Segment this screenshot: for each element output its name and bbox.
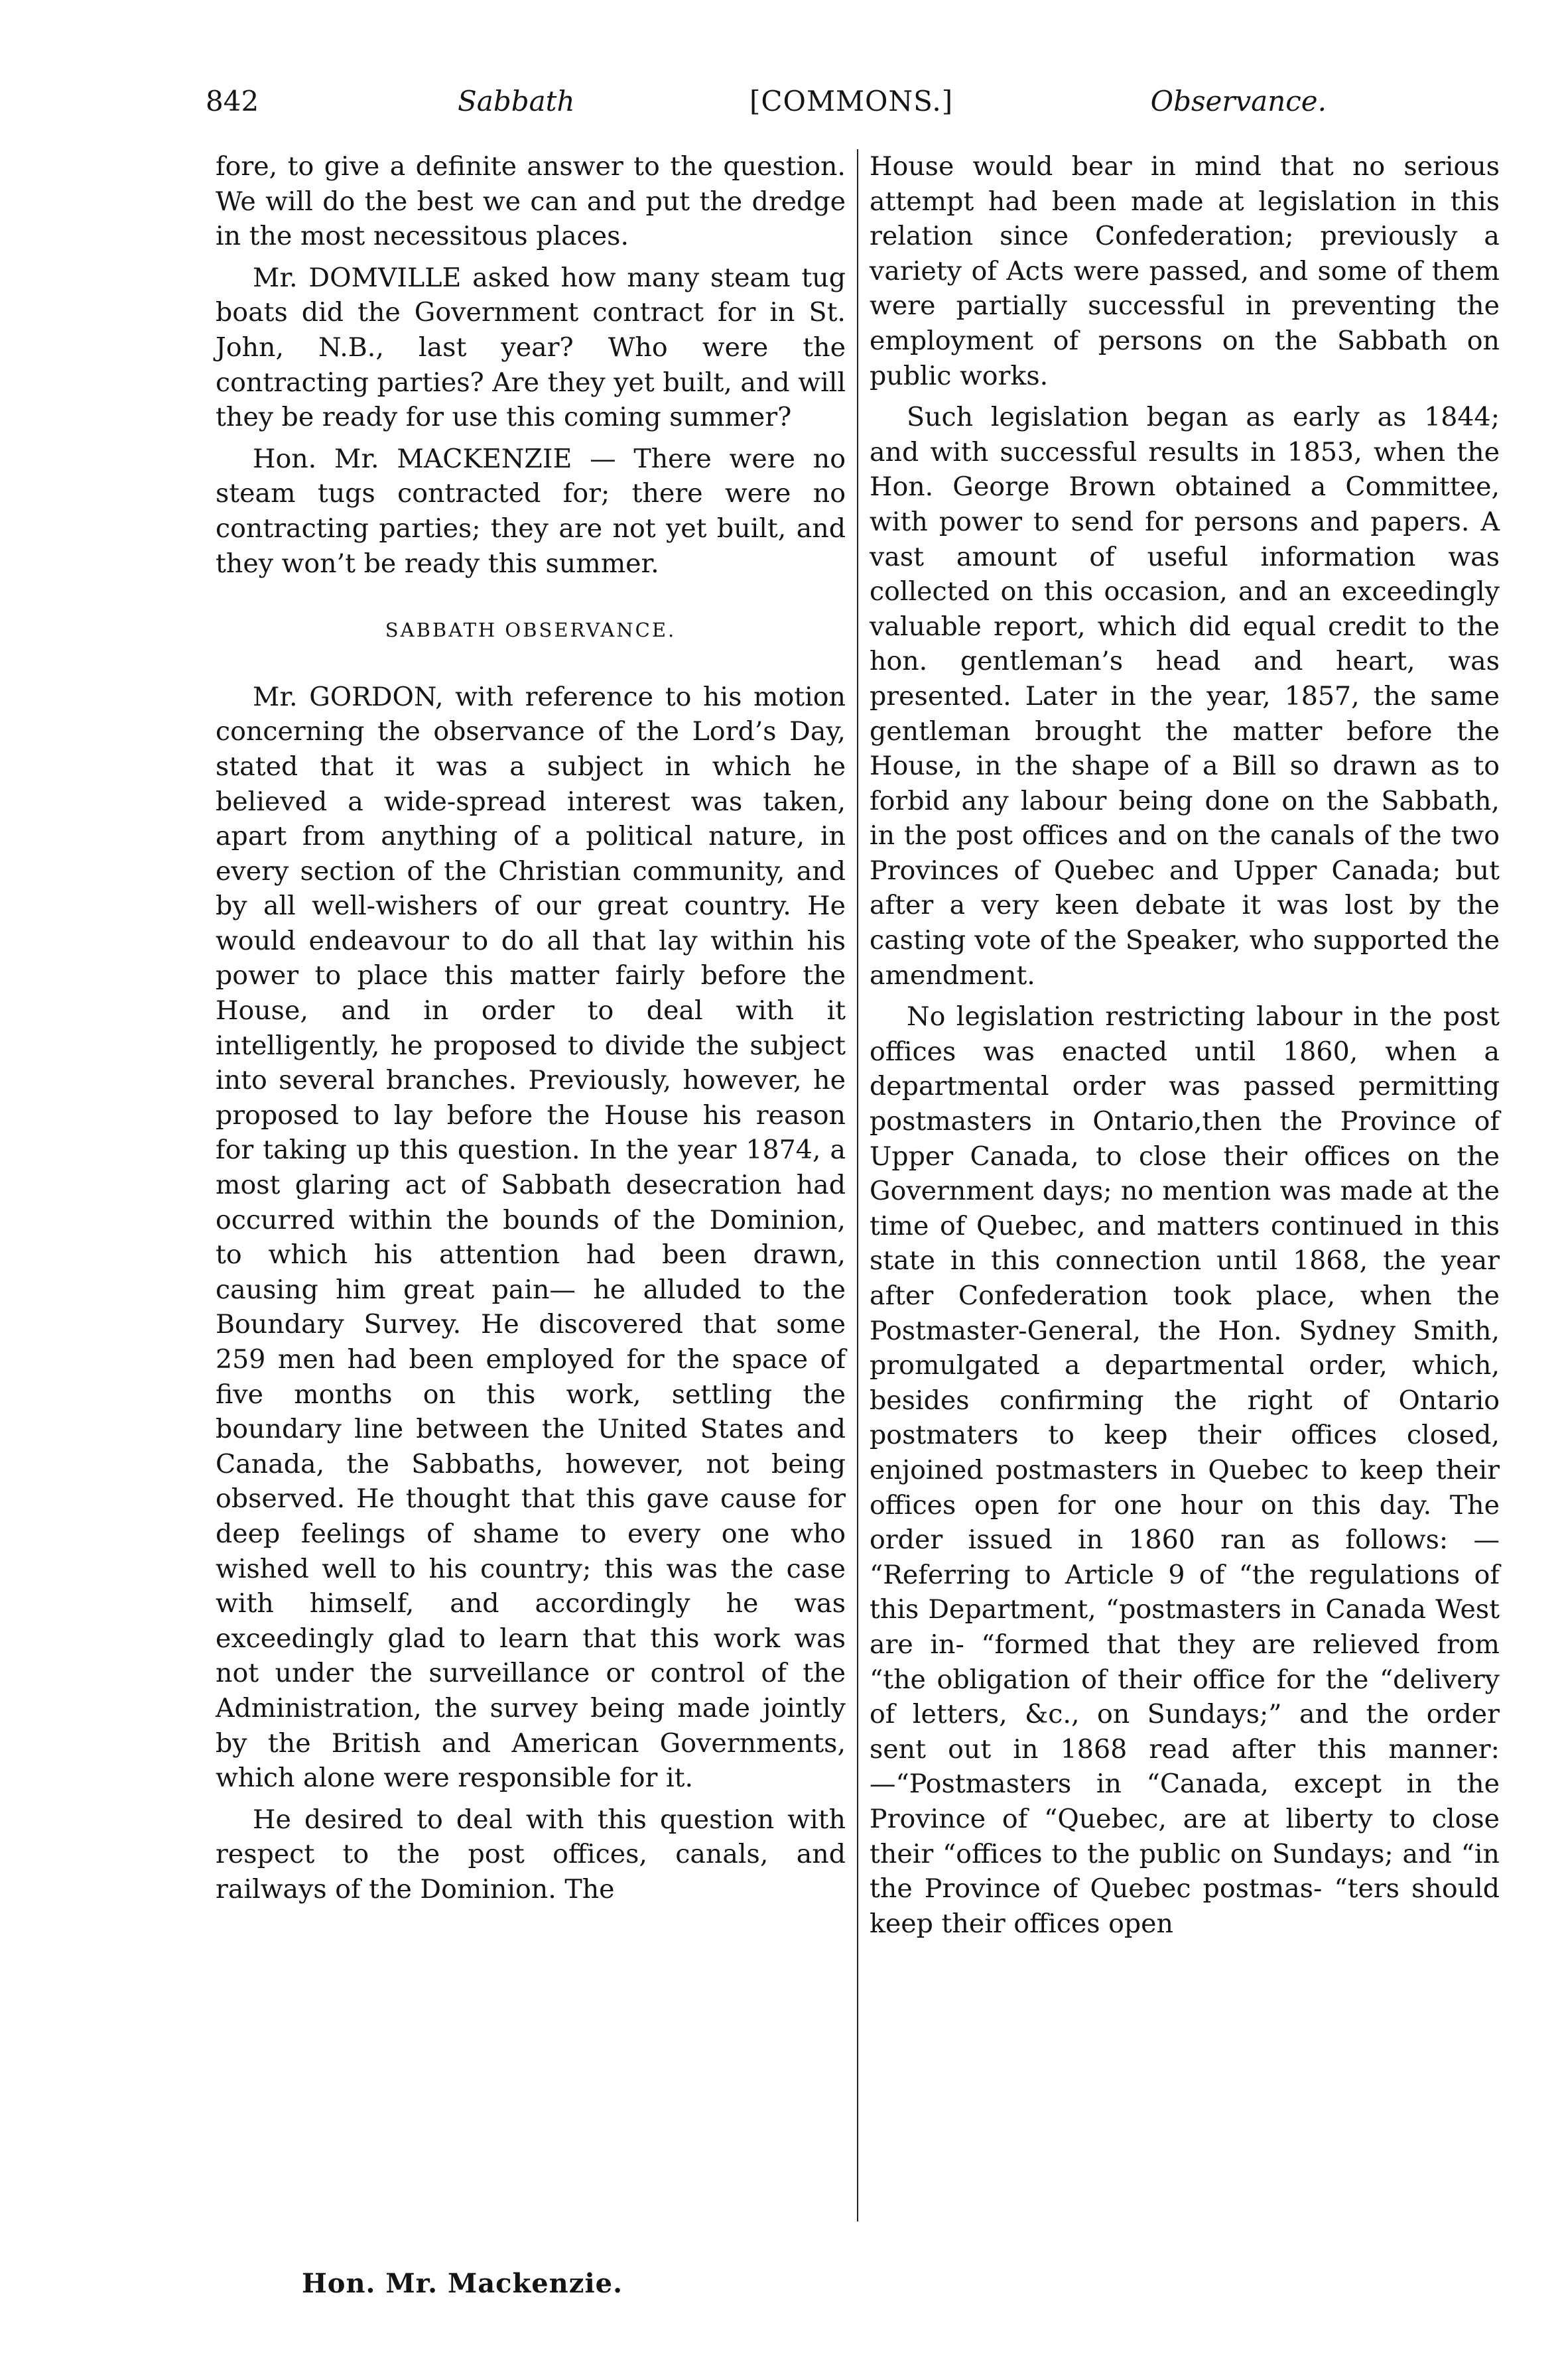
- paragraph: Hon. Mr. MACKENZIE — There were no steam tugs contracted for; there were no contracting parties; they are not yet built, and they won’t be ready this summer.: [216, 443, 846, 579]
- left-column: [216, 149, 846, 1907]
- paragraph: House would bear in mind that no serious attempt had been made at legislation in this relation since Confederation; previously a variety of Acts were passed, and some of them were partially successful in preventing the employment of persons on the Sabbath on public works.: [870, 151, 1500, 391]
- paragraph: Mr. DOMVILLE asked how many steam tug boats did the Government contract for in St. John, N.B., last year? Who were the contracting parties? Are they yet built, and will they be ready for use this coming summer?: [216, 262, 846, 433]
- paragraph: Mr. GORDON, with reference to his motion concerning the observance of the Lord’s Day, stated that it was a subject in which he believed a wide-spread interest was taken, apart from anything of a political nature, in every section of the Christian community, and by all well-wishers of our great country. He would endeavour to do all that lay within his power to place this matter fairly before the House, and in order to deal with it intelligently, he proposed to divide the subject into several branches. Previously, however, he proposed to lay before the House his reason for taking up this question. In the year 1874, a most glaring act of Sabbath desecration had occurred within the bounds of the Dominion, to which his attention had been drawn, causing him great pain— he alluded to the Boundary Survey. He discovered that some 259 men had been employed for the space of five months on this work, settling the boundary line between the United States and Canada, the Sabbaths, however, not being observed. He thought that this gave cause for deep feelings of shame to every one who wished well to his country; this was the case with himself, and accordingly he was exceedingly glad to learn that this work was not under the surveillance or control of the Administration, the survey being made jointly by the British and American Governments, which alone were responsible for it.: [216, 681, 846, 1794]
- running-title-center: [COMMONS.]: [749, 85, 954, 117]
- page-header: [206, 85, 1327, 131]
- catchword: Hon. Mr. Mackenzie.: [302, 2268, 623, 2299]
- paragraph: He desired to deal with this question with respect to the post offices, canals, and railways of the Dominion. The: [216, 1804, 846, 1905]
- page-number: 842: [206, 85, 259, 117]
- paragraph: No legislation restricting labour in the post offices was enacted until 1860, when a departmental order was passed permitting postmasters in Ontario,then the Province of Upper Canada, to close their offices on the Government days; no mention was made at the time of Quebec, and matters continued in this state in this connection until 1868, the year after Confederation took place, when the Postmaster-General, the Hon. Sydney Smith, promulgated a departmental order, which, besides confirming the right of Ontario postmaters to keep their offices closed, enjoined postmasters in Quebec to keep their offices open for one hour on this day. The order issued in 1860 ran as follows: — “Referring to Article 9 of “the regulations of this Department, “postmasters in Canada West are in- “formed that they are relieved from “the obligation of their office for the “delivery of letters, &c., on Sundays;” and the order sent out in 1868 read after this manner:—“Postmasters in “Canada, except in the Province of “Quebec, are at liberty to close their “offices to the public on Sundays; and “in the Province of Quebec postmas- “ters should keep their offices open: [870, 1001, 1500, 1939]
- paragraph: fore, to give a definite answer to the question. We will do the best we can and put the dredge in the most necessitous places.: [216, 151, 846, 252]
- section-heading: SABBATH OBSERVANCE.: [385, 619, 677, 642]
- column-divider: [857, 149, 858, 2222]
- paragraph: Such legislation began as early as 1844; and with successful results in 1853, when the Hon. George Brown obtained a Committee, with power to send for persons and papers. A vast amount of useful information was collected on this occasion, and an exceedingly valuable report, which did equal credit to the hon. gentleman’s head and heart, was presented. Later in the year, 1857, the same gentleman brought the matter before the House, in the shape of a Bill so drawn as to forbid any labour being done on the Sabbath, in the post offices and on the canals of the two Provinces of Quebec and Upper Canada; but after a very keen debate it was lost by the casting vote of the Speaker, who supported the amendment.: [870, 402, 1500, 991]
- running-title-right: Observance.: [1150, 85, 1327, 117]
- right-column: [870, 149, 1500, 1941]
- running-title-left: Sabbath: [458, 85, 575, 117]
